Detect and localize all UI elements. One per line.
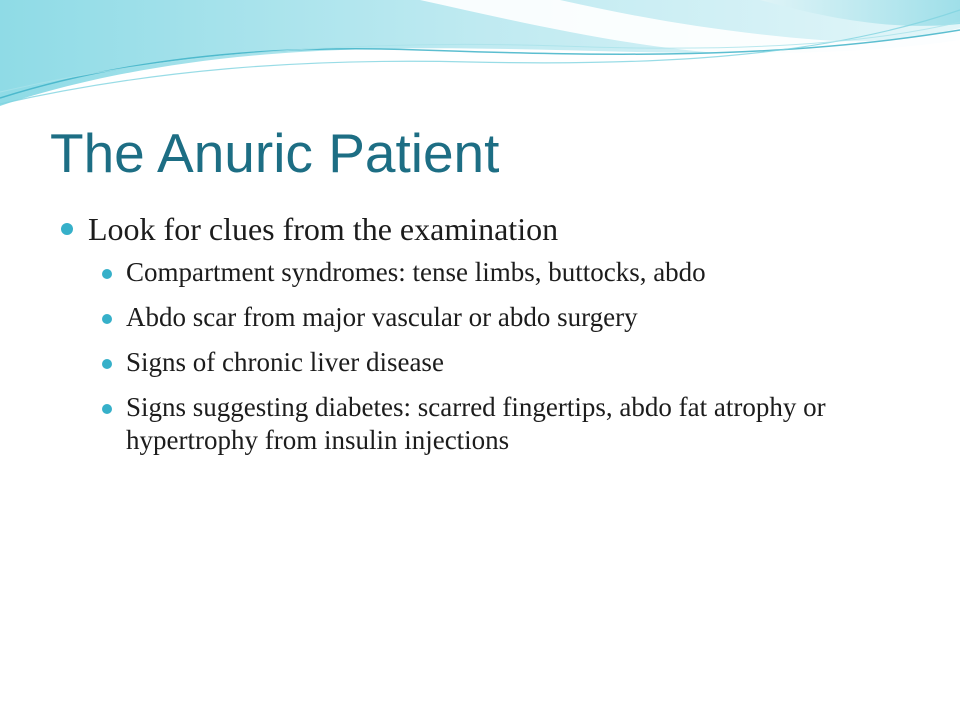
- sub-bullet-item: [100, 346, 900, 379]
- sub-bullet-text: Abdo scar from major vascular or abdo surgery: [126, 302, 638, 332]
- sub-bullet-text: Compartment syndromes: tense limbs, buttocks, abdo: [126, 257, 706, 287]
- sub-bullet-item: [100, 256, 900, 289]
- sub-bullet-item: [100, 301, 900, 334]
- bullet-dot-icon: [61, 223, 73, 235]
- bullet-dot-icon: [102, 314, 112, 324]
- bullet-text: Look for clues from the examination: [88, 211, 559, 247]
- bullet-dot-icon: [102, 359, 112, 369]
- sub-bullet-text: Signs suggesting diabetes: scarred fingertips, abdo fat atrophy or hypertrophy from insulin injections: [126, 392, 826, 455]
- sub-bullet-list: [100, 256, 900, 457]
- header-wave-decoration: [0, 0, 960, 130]
- sub-bullet-item: [100, 391, 900, 457]
- slide-title: The Anuric Patient: [50, 122, 500, 184]
- bullet-dot-icon: [102, 404, 112, 414]
- bullet-item: [60, 208, 900, 250]
- sub-bullet-text: Signs of chronic liver disease: [126, 347, 444, 377]
- slide-content: [60, 208, 900, 469]
- bullet-dot-icon: [102, 269, 112, 279]
